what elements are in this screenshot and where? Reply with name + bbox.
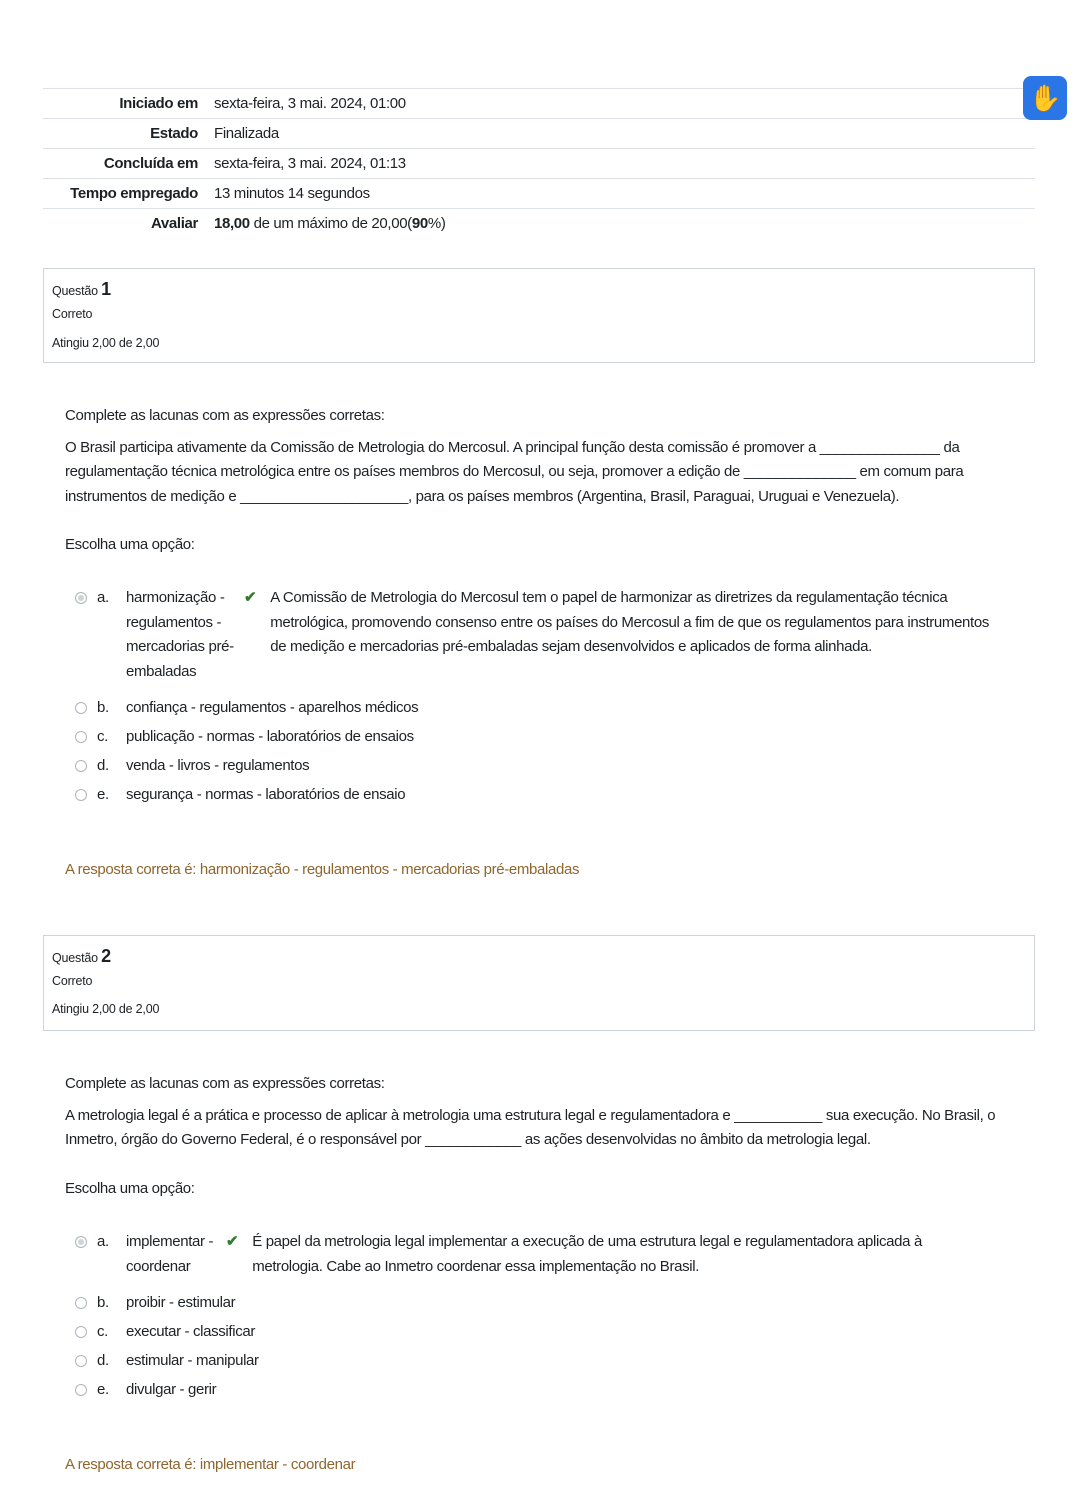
sign-language-hands-icon[interactable]: ✋ xyxy=(1023,76,1067,120)
question-label: Questão xyxy=(52,284,98,298)
question-body: A metrologia legal é a prática e processo de aplicar à metrologia uma estrutura legal e regulamentadora e ___________ sua execução. No Brasil, o Inmetro, órgão do Governo Federal, é o responsável por ____________ as ações desenvolvidas no âmbito da metrologia legal. xyxy=(65,1106,996,1148)
option-text: confiança - regulamentos - aparelhos médicos xyxy=(126,699,419,716)
question-info-1 xyxy=(43,268,1035,363)
option-text: executar - classificar xyxy=(126,1323,256,1340)
option-b[interactable] xyxy=(73,1291,235,1316)
option-e[interactable] xyxy=(73,1378,216,1403)
radio[interactable] xyxy=(75,1355,87,1367)
check-icon: ✔ xyxy=(226,1233,239,1250)
option-letter: c. xyxy=(97,728,108,745)
radio[interactable] xyxy=(75,1326,87,1338)
option-c[interactable] xyxy=(73,1320,255,1345)
question-label: Questão xyxy=(52,951,98,965)
option-d[interactable] xyxy=(73,1349,259,1374)
grade-text-end: %) xyxy=(427,215,446,232)
option-letter: b. xyxy=(97,1294,109,1311)
option-e[interactable] xyxy=(73,783,405,808)
prompt: Complete as lacunas com as expressões corretas: xyxy=(65,407,385,424)
option-text: proibir - estimular xyxy=(126,1294,236,1311)
option-text: harmonização - regulamentos - mercadorias pré-embaladas xyxy=(126,589,234,680)
right-answer: A resposta correta é: implementar - coordenar xyxy=(65,1456,356,1473)
label: Tempo empregado xyxy=(43,179,214,209)
question-grade: Atingiu 2,00 de 2,00 xyxy=(52,336,160,350)
choose-label: Escolha uma opção: xyxy=(65,1179,195,1197)
radio[interactable] xyxy=(75,592,87,604)
option-d[interactable] xyxy=(73,754,309,779)
radio[interactable] xyxy=(75,1297,87,1309)
state-value: Finalizada xyxy=(214,119,1035,149)
option-a[interactable] xyxy=(73,586,990,684)
option-letter: e. xyxy=(97,786,109,803)
question-state: Correto xyxy=(52,974,93,988)
option-text: divulgar - gerir xyxy=(126,1381,217,1398)
radio[interactable] xyxy=(75,760,87,772)
radio[interactable] xyxy=(75,731,87,743)
option-a[interactable] xyxy=(73,1230,992,1279)
label: Concluída em xyxy=(43,149,214,179)
label: Avaliar xyxy=(43,209,214,239)
question-info-2 xyxy=(43,935,1035,1031)
question-grade: Atingiu 2,00 de 2,00 xyxy=(52,1002,160,1016)
option-letter: d. xyxy=(97,1352,109,1369)
label: Estado xyxy=(43,119,214,149)
label: Iniciado em xyxy=(43,89,214,119)
radio[interactable] xyxy=(75,789,87,801)
radio[interactable] xyxy=(75,702,87,714)
question-number: 1 xyxy=(101,279,111,299)
option-letter: b. xyxy=(97,699,109,716)
time-value: 13 minutos 14 segundos xyxy=(214,179,1035,209)
question-text-1 xyxy=(65,404,1005,558)
grade-value xyxy=(214,209,1035,239)
grade-text: de um máximo de 20,00( xyxy=(249,215,412,232)
right-answer: A resposta correta é: harmonização - regulamentos - mercadorias pré-embaladas xyxy=(65,861,580,878)
choose-label: Escolha uma opção: xyxy=(65,536,195,553)
option-letter: e. xyxy=(97,1381,109,1398)
option-letter: a. xyxy=(97,589,109,606)
question-number: 2 xyxy=(101,946,111,966)
option-letter: d. xyxy=(97,757,109,774)
score: 18,00 xyxy=(214,215,250,232)
question-state: Correto xyxy=(52,307,93,321)
option-text: segurança - normas - laboratórios de ensaio xyxy=(126,786,406,803)
attempt-summary xyxy=(43,88,1035,238)
option-letter: a. xyxy=(97,1233,109,1250)
question-body: O Brasil participa ativamente da Comissão de Metrologia do Mercosul. A principal função desta comissão é promover a _______________ da regulamentação técnica metrológica entre os países membros do Mercosul, ou seja, promover a edição de ______________ em comum para instrumentos de medição e _____________________, para os países membros (Argentina, Brasil, Paraguai, Uruguai e Venezuela). xyxy=(65,438,964,505)
feedback: A Comissão de Metrologia do Mercosul tem o papel de harmonizar as diretrizes da regulamentação técnica metrológica, promovendo consenso entre os países do Mercosul a fim de que os regulamentos para instrumentos de medição e mercadorias pré-embaladas sejam desenvolvidos e aplicados de forma alinhada. xyxy=(270,589,990,655)
option-letter: c. xyxy=(97,1323,108,1340)
radio[interactable] xyxy=(75,1384,87,1396)
percent: 90 xyxy=(411,215,428,232)
radio[interactable] xyxy=(75,1236,87,1248)
started-value: sexta-feira, 3 mai. 2024, 01:00 xyxy=(214,89,1035,119)
option-text: publicação - normas - laboratórios de ensaios xyxy=(126,728,414,745)
option-text: venda - livros - regulamentos xyxy=(126,757,310,774)
prompt: Complete as lacunas com as expressões corretas: xyxy=(65,1075,385,1092)
check-icon: ✔ xyxy=(244,589,257,606)
option-b[interactable] xyxy=(73,696,418,721)
option-c[interactable] xyxy=(73,725,414,750)
option-text: implementar - coordenar xyxy=(126,1233,214,1275)
option-text: estimular - manipular xyxy=(126,1352,259,1369)
feedback: É papel da metrologia legal implementar a execução de uma estrutura legal e regulamentadora aplicada à metrologia. Cabe ao Inmetro coordenar essa implementação no Brasil. xyxy=(252,1233,922,1275)
question-text-2 xyxy=(65,1072,1005,1201)
completed-value: sexta-feira, 3 mai. 2024, 01:13 xyxy=(214,149,1035,179)
